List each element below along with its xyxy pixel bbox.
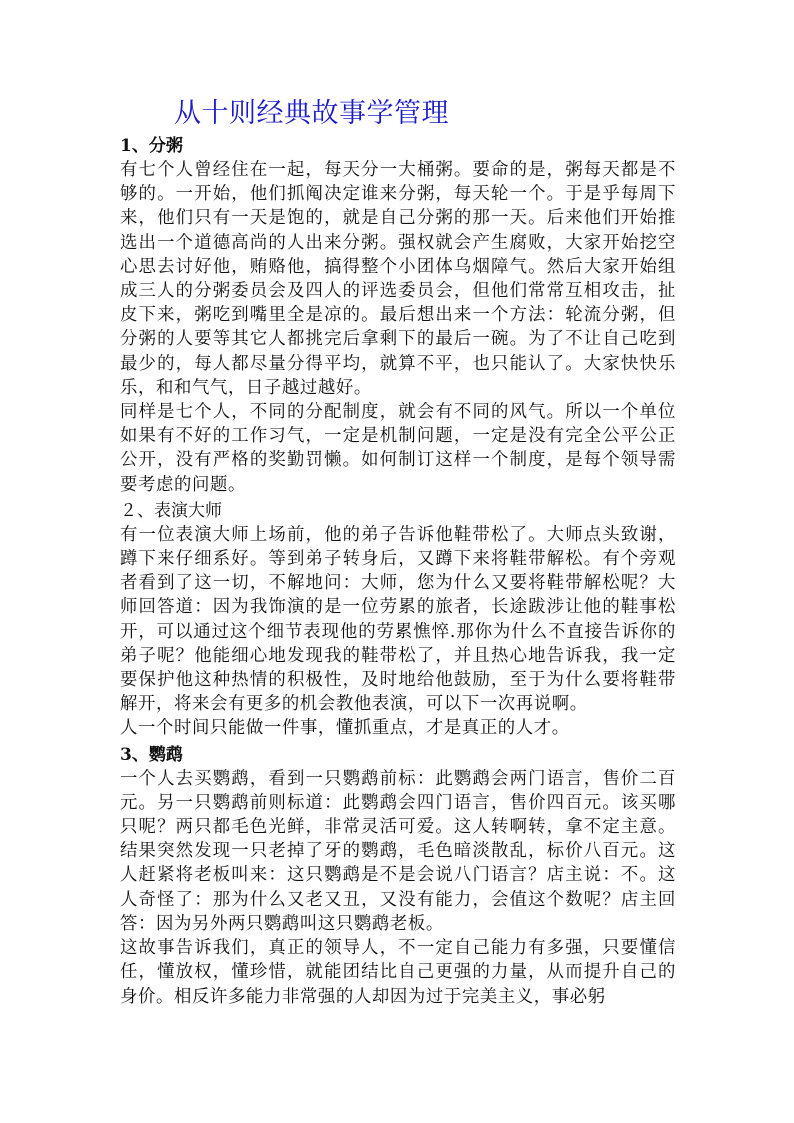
paragraph: 一个人去买鹦鹉，看到一只鹦鹉前标：此鹦鹉会两门语言，售价二百元。另一只鹦鹉前则标道：此鹦鹉会四门语言，售价四百元。该买哪只呢？两只都毛色光鲜，非常灵活可爱。这人转啊转，拿不定主意。结果突然发现一只老掉了牙的鹦鹉，毛色暗淡散乱，标价八百元。这人赶紧将老板叫来：这只鹦鹉是不是会说八门语言？店主说：不。这人奇怪了：那为什么又老又丑，又没有能力，会值这个数呢？店主回答：因为另外两只鹦鹉叫这只鹦鹉老板。 [120, 768, 676, 934]
section-2 [120, 499, 676, 741]
section-heading: 3、鹦鹉 [120, 744, 183, 765]
document-page [120, 96, 676, 1009]
paragraph: 同样是七个人，不同的分配制度，就会有不同的风气。所以一个单位如果有不好的工作习气，一定是机制问题，一定是没有完全公平公正公开，没有严格的奖勤罚懒。如何制订这样一个制度，是每个领导需要考虑的问题。 [120, 402, 676, 495]
section-heading: 1、分粥 [120, 136, 183, 156]
document-title: 从十则经典故事学管理 [174, 98, 449, 129]
paragraph: 有七个人曾经住在一起，每天分一大桶粥。要命的是，粥每天都是不够的。一开始，他们抓阄决定谁来分粥，每天轮一个。于是乎每周下来，他们只有一天是饱的，就是自己分粥的那一天。后来他们开始推选出一个道德高尚的人出来分粥。强权就会产生腐败，大家开始挖空心思去讨好他，贿赂他，搞得整个小团体乌烟障气。然后大家开始组成三人的分粥委员会及四人的评选委员会，但他们常常互相攻击，扯皮下来，粥吃到嘴里全是凉的。最后想出来一个方法：轮流分粥，但分粥的人要等其它人都挑完后拿剩下的最后一碗。为了不让自己吃到最少的，每人都尽量分得平均，就算不平，也只能认了。大家快快乐乐，和和气气，日子越过越好。 [120, 160, 676, 398]
section-heading: ２、表演大师 [120, 500, 222, 521]
paragraph: 这故事告诉我们，真正的领导人，不一定自己能力有多强，只要懂信任，懂放权，懂珍惜，就能团结比自己更强的力量，从而提升自己的身价。相反许多能力非常强的人却因为过于完美主义，事必躬 [120, 938, 676, 1007]
section-1 [120, 134, 676, 497]
paragraph: 人一个时间只能做一件事，懂抓重点，才是真正的人才。 [120, 718, 570, 739]
paragraph: 有一位表演大师上场前，他的弟子告诉他鞋带松了。大师点头致谢，蹲下来仔细系好。等到弟子转身后，又蹲下来将鞋带解松。有个旁观者看到了这一切，不解地问：大师，您为什么又要将鞋带解松呢？大师回答道：因为我饰演的是一位劳累的旅者，长途跋涉让他的鞋事松开，可以通过这个细节表现他的劳累憔悴.那你为什么不直接告诉你的弟子呢？他能细心地发现我的鞋带松了，并且热心地告诉我，我一定要保护他这种热情的积极性，及时地给他鼓励，至于为什么要将鞋带解开，将来会有更多的机会教他表演，可以下一次再说啊。 [120, 524, 676, 715]
section-3 [120, 743, 676, 1009]
